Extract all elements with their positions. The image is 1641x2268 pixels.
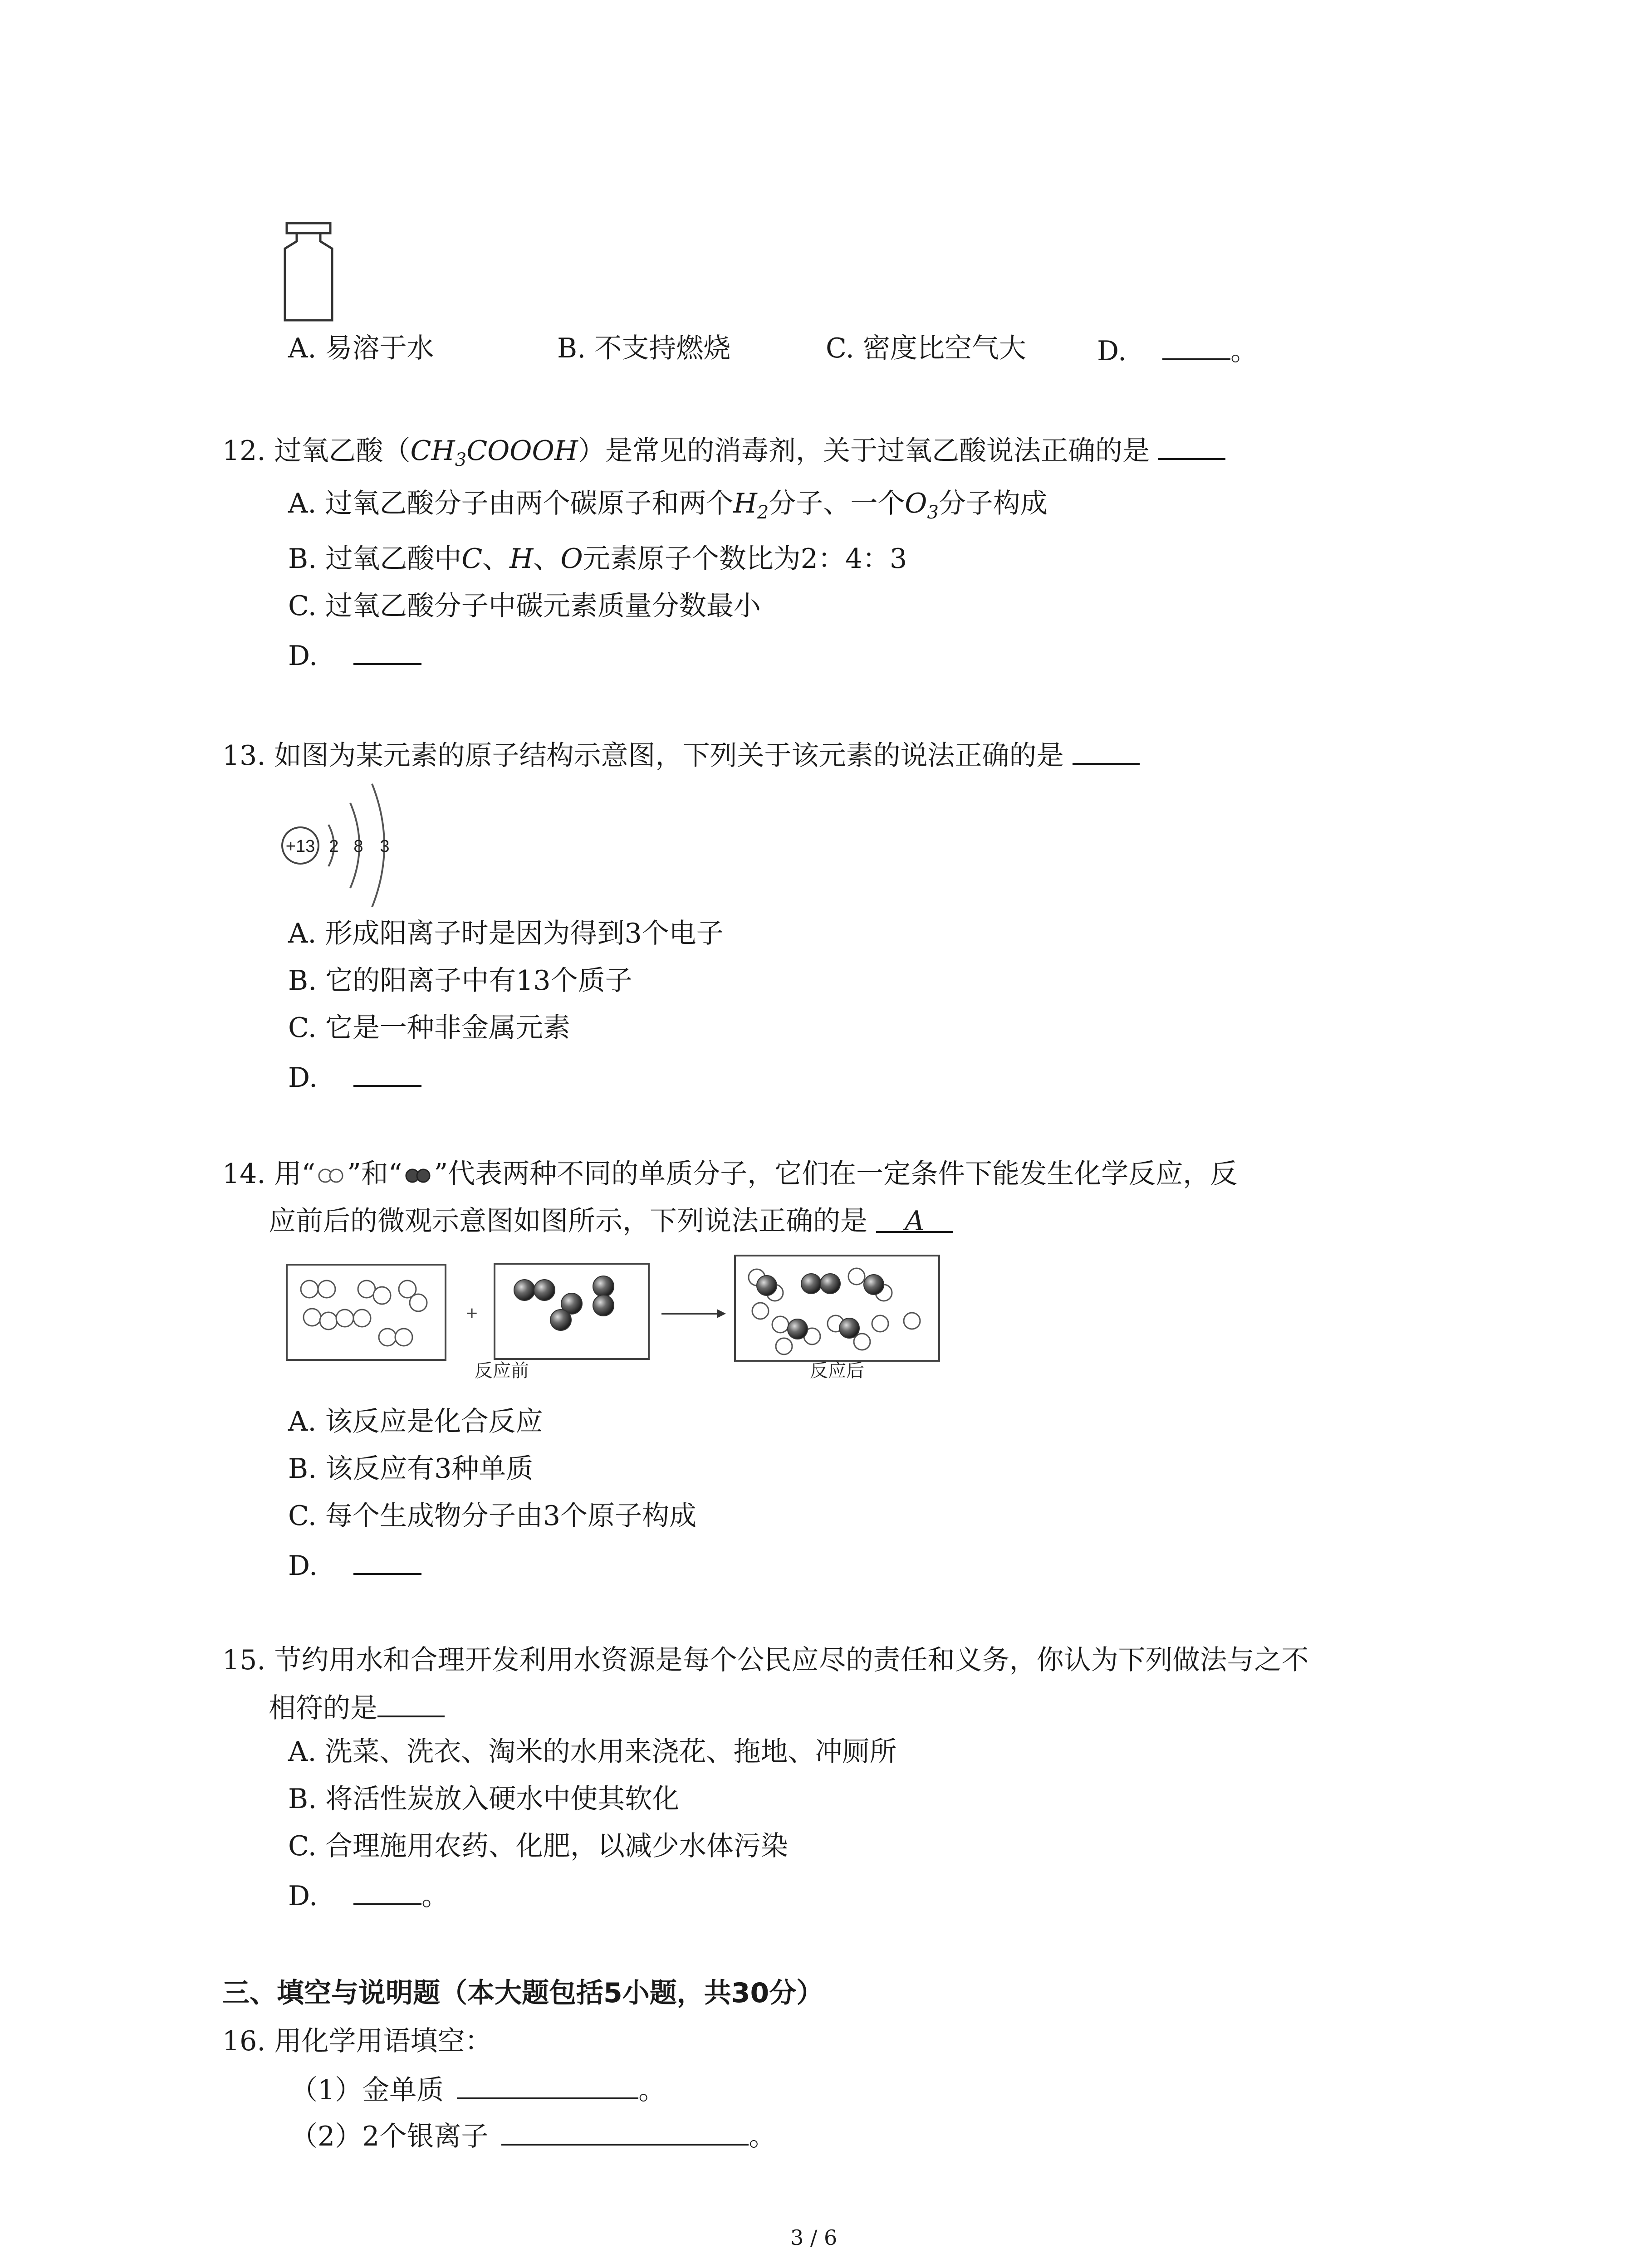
q12-a-o: O: [905, 488, 927, 519]
q14-stem2-text: 应前后的微观示意图如图所示，下列说法正确的是: [269, 1205, 867, 1237]
q14-option-d-label: D.: [288, 1550, 318, 1582]
q12-stem-pre: 12. 过氧乙酸（: [222, 435, 411, 467]
q15-stem2-text: 相符的是: [269, 1692, 377, 1724]
q11-option-d: [1097, 330, 1258, 369]
q14-stem1-post: ”代表两种不同的单质分子，它们在一定条件下能发生化学反应，反: [434, 1158, 1238, 1190]
q15-option-c: C. 合理施用农药、化肥，以减少水体污染: [288, 1830, 788, 1862]
q12-a-h-sub: 2: [757, 502, 769, 523]
q12-option-c: C. 过氧乙酸分子中碳元素质量分数最小: [288, 590, 761, 622]
q11-option-c: C. 密度比空气大: [826, 332, 1026, 364]
q12-a-h: H: [733, 488, 757, 519]
q16-part-1: [290, 2069, 666, 2108]
q12-b-sep1: 、: [482, 543, 510, 575]
q14-option-a: A. 该反应是化合反应: [288, 1406, 543, 1437]
q11-answer-blank[interactable]: [1162, 330, 1230, 360]
q16-p2-trail: 。: [749, 2121, 776, 2152]
q14-stem-line1: [222, 1156, 1237, 1192]
q16-p1-blank[interactable]: [457, 2069, 638, 2099]
q13-option-d: [288, 1057, 421, 1096]
q14-stem1-mid: ”和“: [347, 1158, 402, 1190]
atom-shell-1: 2: [329, 837, 339, 856]
q12-stem: [222, 430, 1225, 478]
q12-stem-post: ）是常见的消毒剂，关于过氧乙酸说法正确的是: [578, 435, 1150, 467]
q13-stem-text: 13. 如图为某元素的原子结构示意图，下列关于该元素的说法正确的是: [222, 740, 1064, 772]
q16-p2-blank[interactable]: [501, 2116, 749, 2146]
q16-part-2: [290, 2116, 776, 2155]
q16-p1-text: （1）金单质: [290, 2074, 444, 2106]
q11-option-a: A. 易溶于水: [288, 332, 434, 364]
q14-answer: A: [905, 1205, 925, 1237]
q13-stem: [222, 735, 1140, 774]
q14-answer-blank[interactable]: [876, 1203, 953, 1237]
q12-b-post: 元素原子个数比为2：4：3: [583, 543, 907, 575]
q12-formula-a: CH: [410, 435, 455, 467]
q13-option-b: B. 它的阳离子中有13个质子: [288, 965, 632, 997]
q15-d-blank[interactable]: [353, 1875, 421, 1905]
q12-answer-blank[interactable]: [1158, 430, 1225, 460]
plus-sign: +: [466, 1302, 478, 1325]
q12-option-b: [288, 541, 907, 577]
page-number: 3 / 6: [790, 2225, 838, 2250]
q15-option-d-label: D.: [288, 1880, 318, 1912]
q12-b-o: O: [560, 543, 583, 575]
q12-d-blank[interactable]: [353, 635, 421, 665]
q12-a-o-sub: 3: [927, 502, 939, 523]
white-molecule-icon: [315, 1167, 347, 1185]
q13-option-d-label: D.: [288, 1062, 318, 1094]
q12-a-post: 分子构成: [938, 488, 1048, 519]
reaction-micro-diagram: [281, 1247, 944, 1383]
q12-option-d-label: D.: [288, 640, 318, 672]
atom-structure-diagram: [278, 771, 405, 907]
q11-option-b: B. 不支持燃烧: [557, 332, 731, 364]
q14-option-b: B. 该反应有3种单质: [288, 1453, 534, 1485]
q12-b-sep2: 、: [533, 543, 561, 575]
q12-a-mid: 分子、一个: [769, 488, 905, 519]
q14-option-d: [288, 1545, 421, 1584]
q14-stem1-pre: 14. 用“: [222, 1158, 316, 1190]
q12-b-pre: B. 过氧乙酸中: [288, 543, 462, 575]
q16-stem: 16. 用化学用语填空：: [222, 2025, 492, 2057]
q14-stem-line2: [269, 1203, 953, 1239]
q12-a-pre: A. 过氧乙酸分子由两个碳原子和两个: [288, 488, 734, 519]
q14-option-c: C. 每个生成物分子由3个原子构成: [288, 1500, 697, 1532]
q15-stem-line2: [269, 1687, 445, 1726]
q16-p1-trail: 。: [638, 2074, 666, 2106]
after-label: 反应后: [810, 1361, 864, 1381]
atom-nucleus: +13: [285, 837, 315, 856]
q13-option-a: A. 形成阳离子时是因为得到3个电子: [288, 918, 724, 949]
q13-d-blank[interactable]: [353, 1057, 421, 1087]
q16-p2-text: （2）2个银离子: [290, 2121, 489, 2152]
q12-option-a: [288, 485, 1048, 531]
q12-formula-sub: 3: [455, 450, 467, 470]
q15-option-a: A. 洗菜、洗衣、淘米的水用来浇花、拖地、冲厕所: [288, 1736, 897, 1768]
q15-answer-blank[interactable]: [377, 1687, 445, 1717]
q11-trail: 。: [1230, 335, 1258, 367]
atom-shell-2: 8: [353, 837, 363, 856]
q12-formula-b: COOOH: [466, 435, 578, 467]
gas-bottle-figure: [277, 221, 340, 326]
atom-shell-3: 3: [380, 837, 390, 856]
q12-b-h: H: [509, 543, 534, 575]
q15-trail: 。: [421, 1880, 449, 1912]
q12-option-d: [288, 635, 421, 674]
before-label: 反应前: [475, 1361, 529, 1381]
q11-option-d-label: D.: [1097, 335, 1127, 367]
section-3-title: 三、填空与说明题（本大题包括5小题，共30分）: [222, 1977, 824, 2009]
q15-option-d: [288, 1875, 449, 1914]
q12-b-c: C: [461, 543, 483, 575]
q14-d-blank[interactable]: [353, 1545, 421, 1575]
black-molecule-icon: [402, 1167, 434, 1185]
q15-stem-line1: 15. 节约用水和合理开发利用水资源是每个公民应尽的责任和义务，你认为下列做法与之不: [222, 1644, 1309, 1676]
q15-option-b: B. 将活性炭放入硬水中使其软化: [288, 1783, 680, 1815]
q13-option-c: C. 它是一种非金属元素: [288, 1012, 570, 1044]
q13-answer-blank[interactable]: [1073, 735, 1140, 765]
